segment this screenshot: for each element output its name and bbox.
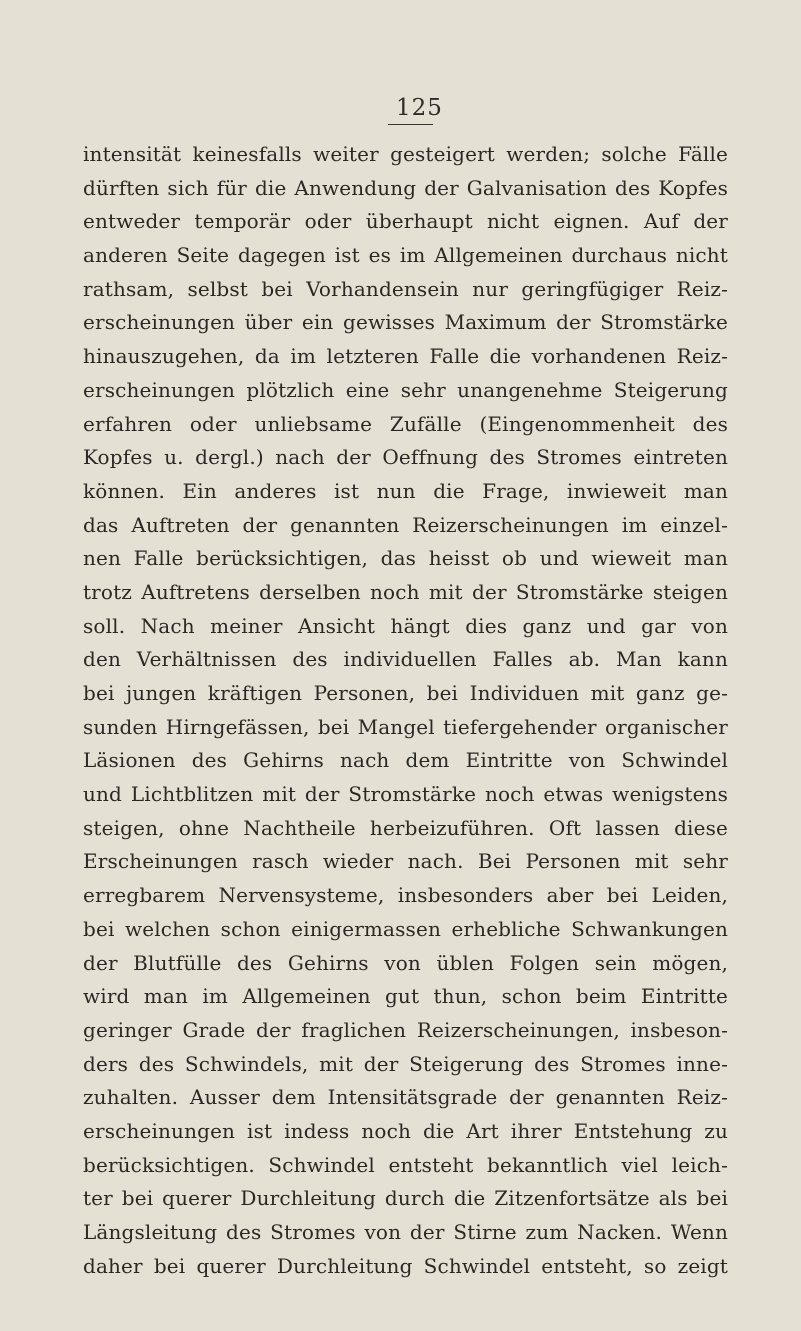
text-line: daher bei querer Durchleitung Schwindel entsteht, so zeigt — [83, 1253, 728, 1278]
page-number: 125 — [396, 95, 443, 121]
text-line: nen Falle berücksichtigen, das heisst ob und wieweit man — [83, 546, 728, 571]
text-line: Erscheinungen rasch wieder nach. Bei Personen mit sehr — [83, 849, 728, 874]
text-line: den Verhältnissen des individuellen Falles ab. Man kann — [83, 647, 728, 672]
text-line: und Lichtblitzen mit der Stromstärke noch etwas wenigstens — [83, 782, 728, 807]
text-line: anderen Seite dagegen ist es im Allgemeinen durchaus nicht — [83, 243, 728, 268]
text-line: steigen, ohne Nachtheile herbeizuführen. Oft lassen diese — [83, 815, 728, 840]
text-line: ders des Schwindels, mit der Steigerung des Stromes inne- — [83, 1051, 728, 1076]
text-line: erscheinungen über ein gewisses Maximum der Stromstärke — [83, 310, 728, 335]
text-line: Läsionen des Gehirns nach dem Eintritte von Schwindel — [83, 748, 728, 773]
text-line: bei welchen schon einigermassen erhebliche Schwankungen — [83, 916, 728, 941]
text-line: berücksichtigen. Schwindel entsteht bekanntlich viel leich- — [83, 1152, 728, 1177]
text-line: erscheinungen ist indess noch die Art ihrer Entstehung zu — [83, 1118, 728, 1143]
body-text — [83, 138, 728, 1283]
text-line: entweder temporär oder überhaupt nicht eignen. Auf der — [83, 209, 728, 234]
text-line: zuhalten. Ausser dem Intensitätsgrade der genannten Reiz- — [83, 1085, 728, 1110]
text-line: intensität keinesfalls weiter gesteigert werden; solche Fälle — [83, 142, 728, 166]
text-line: Längsleitung des Stromes von der Stirne zum Nacken. Wenn — [83, 1220, 728, 1244]
text-line: erregbarem Nervensysteme, insbesonders aber bei Leiden, — [83, 883, 728, 908]
text-line: geringer Grade der fraglichen Reizerscheinungen, insbeson- — [83, 1017, 728, 1042]
text-line: der Blutfülle des Gehirns von üblen Folgen sein mögen, — [83, 950, 728, 975]
text-line: sunden Hirngefässen, bei Mangel tiefergehender organischer — [83, 714, 728, 739]
text-line: erfahren oder unliebsame Zufälle (Eingenommenheit des — [83, 411, 728, 436]
text-line: hinauszugehen, da im letzteren Falle die vorhandenen Reiz- — [83, 344, 728, 369]
text-line: ter bei querer Durchleitung durch die Zitzenfortsätze als bei — [83, 1186, 728, 1211]
text-line: wird man im Allgemeinen gut thun, schon beim Eintritte — [83, 984, 728, 1009]
text-line: soll. Nach meiner Ansicht hängt dies ganz und gar von — [83, 613, 728, 638]
text-line: bei jungen kräftigen Personen, bei Individuen mit ganz ge- — [83, 681, 728, 705]
text-line: Kopfes u. dergl.) nach der Oeffnung des Stromes eintreten — [83, 445, 728, 470]
text-line: können. Ein anderes ist nun die Frage, inwieweit man — [83, 478, 728, 503]
text-line: trotz Auftretens derselben noch mit der Stromstärke steigen — [83, 579, 728, 604]
text-line: das Auftreten der genannten Reizerscheinungen im einzel- — [83, 512, 728, 537]
text-line: erscheinungen plötzlich eine sehr unangenehme Steigerung — [83, 377, 728, 402]
text-line: rathsam, selbst bei Vorhandensein nur geringfügiger Reiz- — [83, 276, 728, 301]
text-line: dürften sich für die Anwendung der Galvanisation des Kopfes — [83, 175, 728, 200]
page-number-underline — [388, 124, 433, 125]
